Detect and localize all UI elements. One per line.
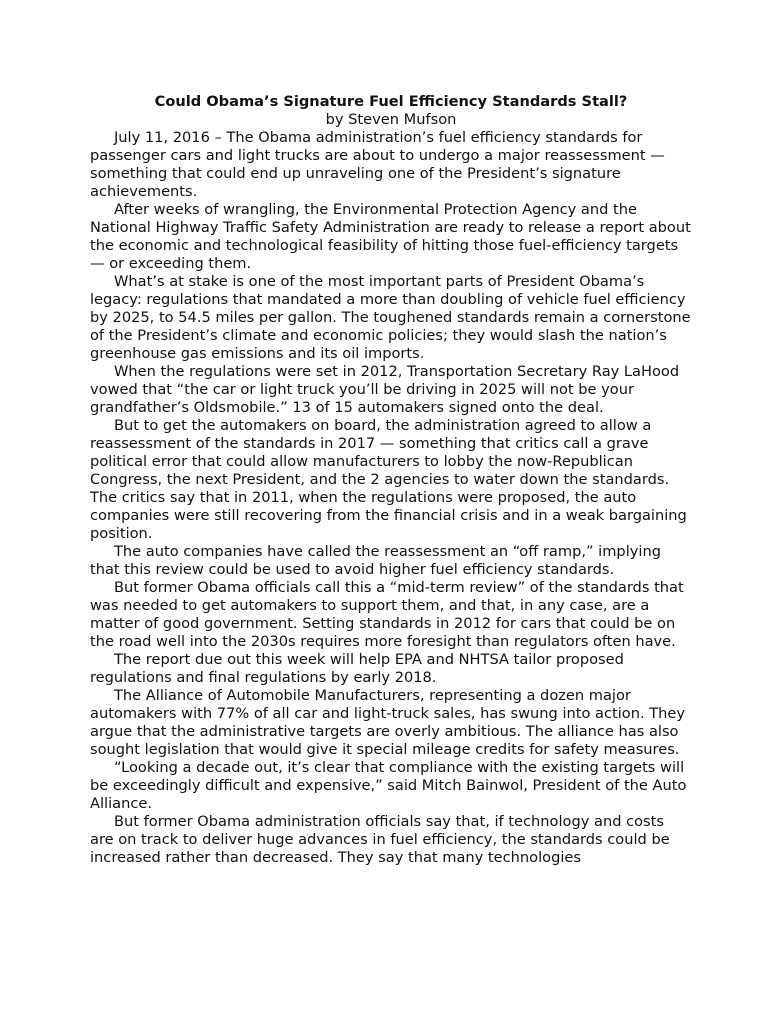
article-paragraph: After weeks of wrangling, the Environmental Protection Agency and the National Highway Traffic Safety Administration are ready to release a report about the economic and technological feasibility of hitting those fuel-efficiency targets — or exceeding them. [90,201,691,272]
document-page [90,93,692,867]
article-paragraph: But to get the automakers on board, the administration agreed to allow a reassessment of the standards in 2017 — something that critics call a grave political error that could allow manufacturers to lobby the now-Republican Congress, the next President, and the 2 agencies to water down the standards. The critics say that in 2011, when the regulations were proposed, the auto companies were still recovering from the financial crisis and in a weak bargaining position. [90,417,687,542]
article-paragraph: What’s at stake is one of the most important parts of President Obama’s legacy: regulations that mandated a more than doubling of vehicle fuel efficiency by 2025, to 54.5 miles per gallon. The toughened standards remain a cornerstone of the President’s climate and economic policies; they would slash the nation’s greenhouse gas emissions and its oil imports. [90,273,691,362]
article-paragraph: “Looking a decade out, it’s clear that compliance with the existing targets will be exceedingly difficult and expensive,” said Mitch Bainwol, President of the Auto Alliance. [90,759,687,812]
article-title: Could Obama’s Signature Fuel Efficiency Standards Stall? [154,93,628,110]
article-paragraph: The Alliance of Automobile Manufacturers, representing a dozen major automakers with 77% of all car and light-truck sales, has swung into action. They argue that the administrative targets are overly ambitious. The alliance has also sought legislation that would give it special mileage credits for safety measures. [90,687,686,758]
article-byline: by Steven Mufson [325,111,457,128]
article-paragraph: When the regulations were set in 2012, Transportation Secretary Ray LaHood vowed that “the car or light truck you’ll be driving in 2025 will not be your grandfather’s Oldsmobile.” 13 of 15 automakers signed onto the deal. [90,363,680,416]
article-paragraph: The auto companies have called the reassessment an “off ramp,” implying that this review could be used to avoid higher fuel efficiency standards. [90,543,661,578]
article-paragraph: July 11, 2016 – The Obama administration’s fuel efficiency standards for passenger cars and light trucks are about to undergo a major reassessment — something that could end up unraveling one of the President’s signature achievements. [90,129,665,200]
article-paragraph: But former Obama administration officials say that, if technology and costs are on track to deliver huge advances in fuel efficiency, the standards could be increased rather than decreased. They say that many technologies [90,813,670,866]
article-paragraph: The report due out this week will help EPA and NHTSA tailor proposed regulations and final regulations by early 2018. [90,651,624,686]
article-paragraph: But former Obama officials call this a “mid-term review” of the standards that was needed to get automakers to support them, and that, in any case, are a matter of good government. Setting standards in 2012 for cars that could be on the road well into the 2030s requires more foresight than regulators often have. [90,579,684,650]
